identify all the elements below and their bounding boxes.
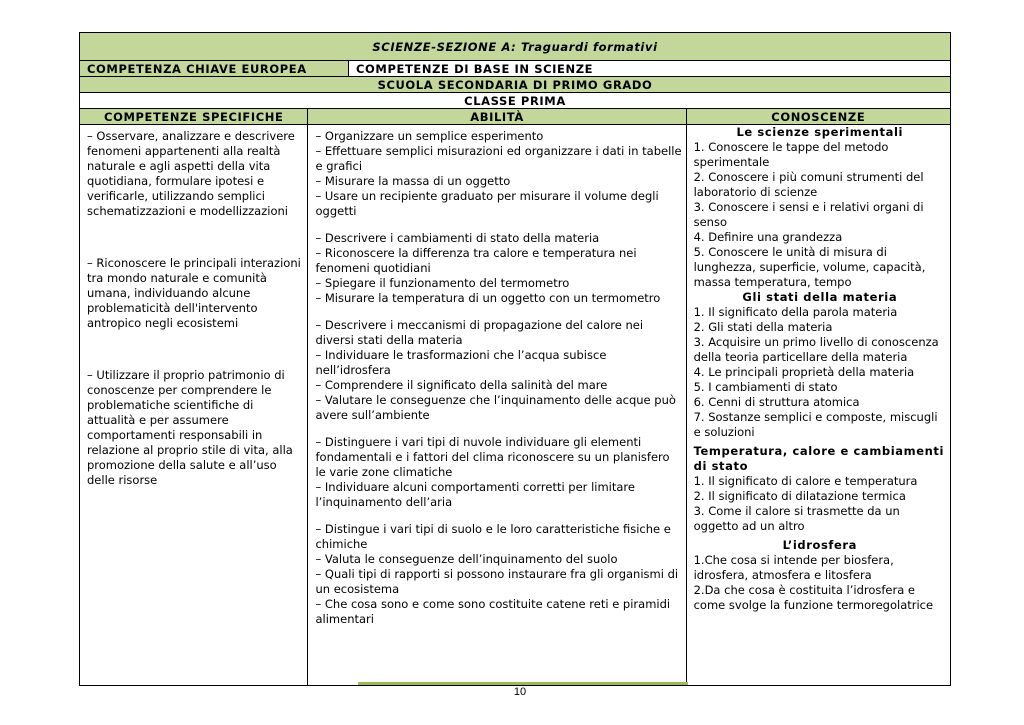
conoscenze-heading: Le scienze sperimentali <box>736 125 904 139</box>
conoscenze-column <box>686 125 950 685</box>
competenze-column <box>80 125 307 685</box>
column-header-competenze: COMPETENZE SPECIFICHE <box>104 109 284 124</box>
abilita-item: – Misurare la temperatura di un oggetto con un termometro <box>315 291 661 305</box>
conoscenze-item: 2. Conoscere i più comuni strumenti del laboratorio di scienze <box>693 170 924 199</box>
conoscenze-item: 3. Acquisire un primo livello di conoscenza della teoria particellare della materia <box>693 335 939 364</box>
conoscenze-item: 6. Cenni di struttura atomica <box>693 395 860 409</box>
school-label: SCUOLA SECONDARIA DI PRIMO GRADO <box>377 77 653 92</box>
abilita-item: – Descrivere i cambiamenti di stato della materia <box>315 231 600 245</box>
competenza-item: – Riconoscere le principali interazioni tra mondo naturale e comunità umana, individuando alcune problematicità dell'intervento antropico negli ecosistemi <box>87 256 301 330</box>
column-header-row <box>80 109 950 125</box>
column-header-abilita: ABILITÀ <box>307 109 685 124</box>
abilita-item: – Valuta le conseguenze dell’inquinamento del suolo <box>315 552 618 566</box>
conoscenze-item: 5. I cambiamenti di stato <box>693 380 838 394</box>
abilita-item: – Individuare le trasformazioni che l’acqua subisce nell’idrosfera <box>315 348 607 377</box>
school-row <box>80 77 950 93</box>
conoscenze-item: 1. Il significato della parola materia <box>693 305 898 319</box>
table-title-row <box>80 33 950 61</box>
conoscenze-heading: L’idrosfera <box>782 538 858 552</box>
competenza-item: – Utilizzare il proprio patrimonio di conoscenze per comprendere le problematiche scientifiche di attualità e per assumere comportamenti responsabili in relazione al proprio stile di vita, alla promozione della salute e all’uso delle risorse <box>87 368 293 487</box>
abilita-item: – Individuare alcuni comportamenti corretti per limitare l’inquinamento dell’aria <box>315 480 635 509</box>
competenza-row <box>80 61 950 77</box>
conoscenze-item: 4. Le principali proprietà della materia <box>693 365 915 379</box>
conoscenze-item: 2.Da che cosa è costituita l’idrosfera e come svolge la funzione termoregolatrice <box>693 583 934 612</box>
conoscenze-item: 4. Definire una grandezza <box>693 230 843 244</box>
abilita-item: – Distingue i vari tipi di suolo e le loro caratteristiche fisiche e chimiche <box>315 522 671 551</box>
class-row <box>80 93 950 109</box>
class-label: CLASSE PRIMA <box>464 93 566 108</box>
abilita-item: – Effettuare semplici misurazioni ed organizzare i dati in tabelle e grafici <box>315 144 682 173</box>
conoscenze-item: 3. Come il calore si trasmette da un oggetto ad un altro <box>693 504 900 533</box>
abilita-item: – Usare un recipiente graduato per misurare il volume degli oggetti <box>315 189 659 218</box>
conoscenze-item: 7. Sostanze semplici e composte, miscugli e soluzioni <box>693 410 938 439</box>
abilita-column <box>307 125 685 685</box>
curriculum-table <box>79 32 951 686</box>
abilita-item: – Distinguere i vari tipi di nuvole individuare gli elementi fondamentali e i fattori del clima riconoscere su un planisfero le varie zone climatiche <box>315 435 670 479</box>
page-number: 10 <box>513 686 527 698</box>
conoscenze-item: 1. Il significato di calore e temperatura <box>693 474 918 488</box>
table-title: SCIENZE-SEZIONE A: Traguardi formativi <box>372 39 658 54</box>
abilita-item: – Comprendere il significato della salinità del mare <box>315 378 608 392</box>
abilita-item: – Riconoscere la differenza tra calore e temperatura nei fenomeni quotidiani <box>315 246 637 275</box>
conoscenze-heading: Temperatura, calore e cambiamenti di stato <box>693 444 945 473</box>
abilita-item: – Valutare le conseguenze che l’inquinamento delle acque può avere sull’ambiente <box>315 393 676 422</box>
competenza-value: COMPETENZE DI BASE IN SCIENZE <box>348 61 950 76</box>
abilita-item: – Che cosa sono e come sono costituite catene reti e piramidi alimentari <box>315 597 671 626</box>
column-header-conoscenze: CONOSCENZE <box>686 109 950 124</box>
abilita-item: – Quali tipi di rapporti si possono instaurare fra gli organismi di un ecosistema <box>315 567 679 596</box>
footer-divider <box>358 682 688 685</box>
conoscenze-item: 2. Il significato di dilatazione termica <box>693 489 906 503</box>
conoscenze-item: 3. Conoscere i sensi e i relativi organi di senso <box>693 200 924 229</box>
conoscenze-item: 2. Gli stati della materia <box>693 320 833 334</box>
conoscenze-heading: Gli stati della materia <box>742 290 898 304</box>
abilita-item: – Organizzare un semplice esperimento <box>315 129 544 143</box>
abilita-item: – Descrivere i meccanismi di propagazione del calore nei diversi stati della materia <box>315 318 644 347</box>
conoscenze-item: 5. Conoscere le unità di misura di lunghezza, superficie, volume, capacità, massa temperatura, tempo <box>693 245 926 289</box>
competenza-label: COMPETENZA CHIAVE EUROPEA <box>87 61 307 76</box>
abilita-item: – Spiegare il funzionamento del termometro <box>315 276 570 290</box>
abilita-item: – Misurare la massa di un oggetto <box>315 174 511 188</box>
competenza-item: – Osservare, analizzare e descrivere fenomeni appartenenti alla realtà naturale e agli aspetti della vita quotidiana, formulare ipotesi e verificarle, utilizzando semplici schematizzazioni e modellizzazioni <box>87 129 295 218</box>
content-row <box>80 125 950 685</box>
conoscenze-item: 1.Che cosa si intende per biosfera, idrosfera, atmosfera e litosfera <box>693 553 894 582</box>
conoscenze-item: 1. Conoscere le tappe del metodo sperimentale <box>693 140 889 169</box>
